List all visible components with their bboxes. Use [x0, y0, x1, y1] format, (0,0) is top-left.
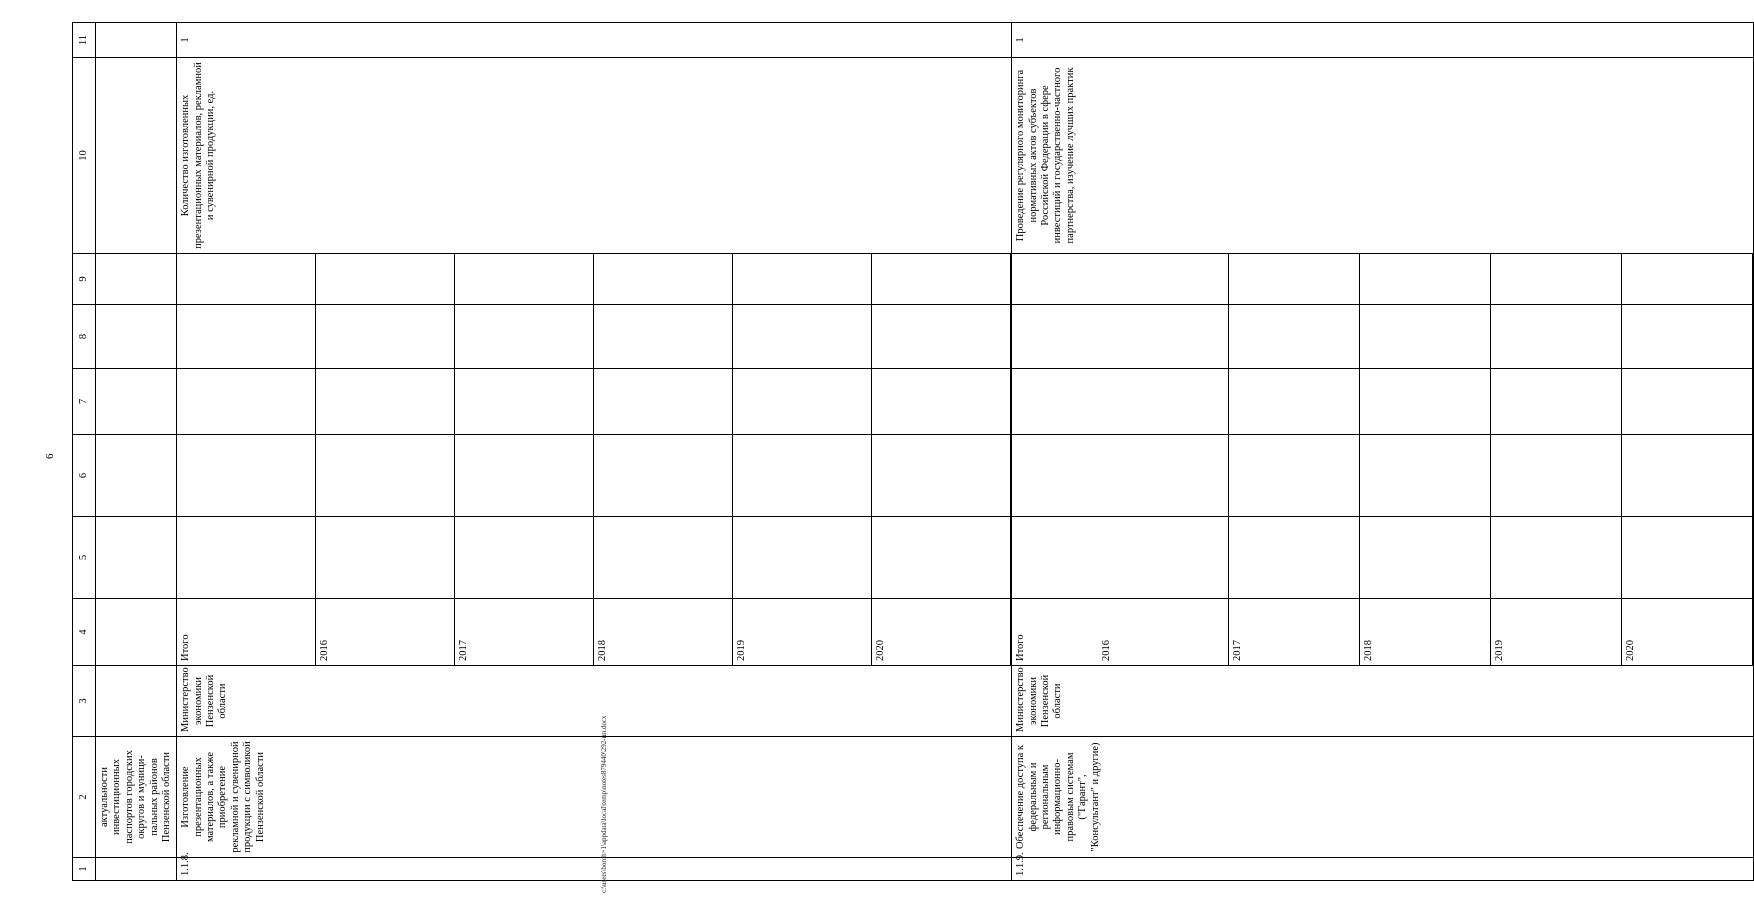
header-col-3: 3: [73, 666, 96, 737]
row-1-1-8-col5: [177, 517, 1012, 599]
header-col-10: 10: [73, 58, 96, 254]
row-1-1-8-indicator: Количество изготовленных презентационных материалов, рекламной и сувенирной продукции, ед.: [177, 58, 1012, 254]
page-number: 6: [44, 453, 56, 459]
row-1-1-9-col8: [1012, 305, 1754, 369]
header-col-8: 8: [73, 305, 96, 369]
row-1-1-8-activity: Изготовление презентационных материалов, а также приобретение рекламной и сувенирной продукции с символикой Пензенской области: [177, 737, 1012, 858]
row-1-1-8-col8: [177, 305, 1012, 369]
header-col-11: 11: [73, 23, 96, 58]
row-1-1-9-col7: [1012, 369, 1754, 435]
year-2020: 2020: [1622, 599, 1753, 665]
header-col-9: 9: [73, 254, 96, 305]
program-table: [72, 22, 1754, 881]
year-2017: 2017: [1229, 599, 1360, 665]
row-1-1-9-col9: [1012, 254, 1754, 305]
cont-activity-text: актуальности инвестиционных паспортов городских округов и муници-пальных районов Пензенской области: [96, 737, 177, 858]
row-1-1-9-activity: Обеспечение доступа к федеральным и региональным информационно-правовым системам ("Гарант", "Консультант" и другие): [1012, 737, 1754, 858]
row-1-1-8-col6: [177, 435, 1012, 517]
header-col-5: 5: [73, 517, 96, 599]
year-total: Итого: [177, 599, 316, 665]
year-2019: 2019: [1491, 599, 1622, 665]
year-2016: 2016: [316, 599, 455, 665]
header-col-7: 7: [73, 369, 96, 435]
header-row: [73, 23, 96, 881]
row-1-1-8-col9: [177, 254, 1012, 305]
year-2018: 2018: [594, 599, 733, 665]
row-1-1-8-years: [177, 599, 1012, 666]
header-col-6: 6: [73, 435, 96, 517]
row-1-1-9-number: 1.1.9.: [1012, 858, 1754, 881]
header-col-1: 1: [73, 858, 96, 881]
row-1-1-8: [177, 23, 1012, 881]
continuation-row: [96, 23, 177, 881]
row-1-1-8-col7: [177, 369, 1012, 435]
year-2019: 2019: [733, 599, 872, 665]
year-2020: 2020: [872, 599, 1011, 665]
row-1-1-9-value: 1: [1012, 23, 1754, 58]
year-2016: 2016: [1098, 599, 1229, 665]
row-1-1-9: [1012, 23, 1754, 881]
row-1-1-9-col6: [1012, 435, 1754, 517]
header-col-4: 4: [73, 599, 96, 666]
row-1-1-9-executor: Министерство экономики Пензенской области: [1012, 666, 1754, 737]
year-2017: 2017: [455, 599, 594, 665]
file-path-footer: c:\users\boroh~1\appdata\local\temp\notes879440\292-пп.docx: [600, 715, 608, 893]
row-1-1-8-number: 1.1.8.: [177, 858, 1012, 881]
header-col-2: 2: [73, 737, 96, 858]
row-1-1-9-years: [1012, 599, 1754, 666]
year-total: Итого: [1015, 634, 1027, 661]
row-1-1-9-col5: [1012, 517, 1754, 599]
row-1-1-8-value: 1: [177, 23, 1012, 58]
year-2018: 2018: [1360, 599, 1491, 665]
cont-num-cell: [96, 858, 177, 881]
row-1-1-9-indicator: Проведение регулярного мониторинга нормативных актов субъектов Российской Федерации в сфере инвестиций и государственно-частного партнерства, изучение лучших практик: [1012, 58, 1754, 254]
row-1-1-8-executor: Министерство экономики Пензенской области: [177, 666, 1012, 737]
